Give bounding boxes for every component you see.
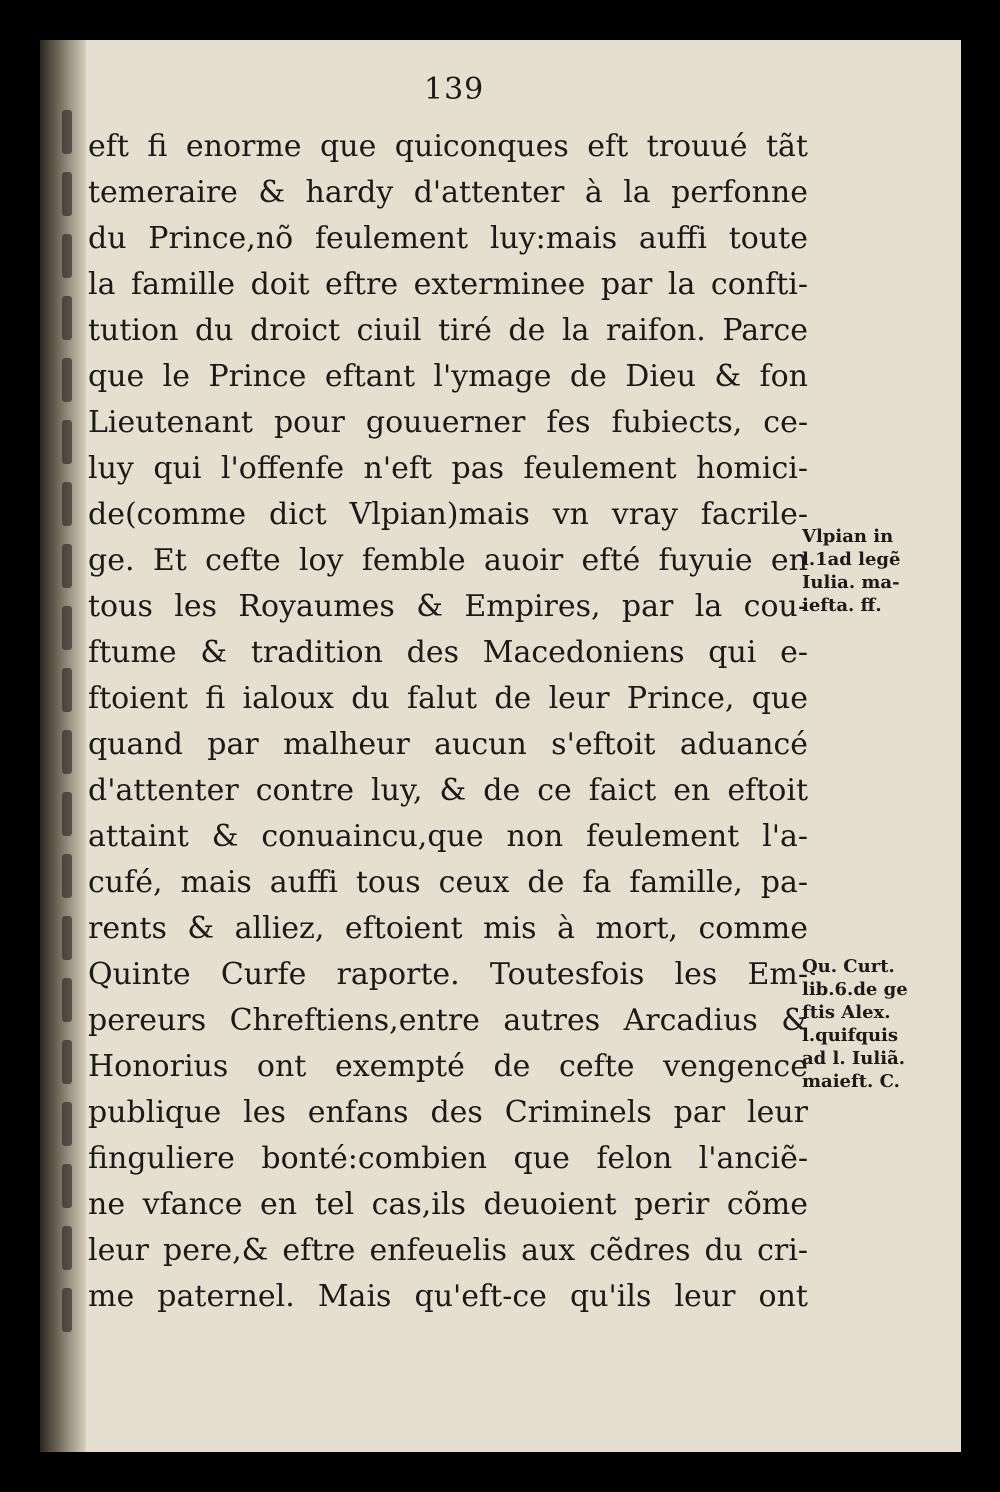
bleed-mark — [62, 172, 72, 216]
text-line: leur pere,& eftre enfeuelis aux cẽdres du cri- — [88, 1233, 808, 1268]
bleed-mark — [62, 792, 72, 836]
bleed-mark — [62, 420, 72, 464]
text-line: quand par malheur aucun s'eftoit aduancé — [88, 727, 808, 762]
marginal-line: l.quifquis — [802, 1025, 899, 1046]
page-number: 139 — [424, 72, 485, 107]
text-line: la famille doit eftre exterminee par la confti- — [88, 267, 808, 302]
marginal-line: l.1ad legẽ — [802, 549, 901, 570]
marginal-line: maieft. C. — [802, 1071, 900, 1092]
bleed-mark — [62, 606, 72, 650]
marginal-line: Vlpian in — [802, 526, 894, 547]
marginal-note-curtius — [802, 955, 926, 1093]
bleed-mark — [62, 1164, 72, 1208]
facing-page-bleed — [48, 110, 78, 1350]
marginal-line: ftis Alex. — [802, 1002, 891, 1023]
text-line: ftoient fi ialoux du falut de leur Prince, que — [88, 681, 808, 716]
bleed-mark — [62, 978, 72, 1022]
text-line: rents & alliez, eftoient mis à mort, comme — [88, 911, 808, 946]
marginal-line: Qu. Curt. — [802, 956, 895, 977]
text-line: Honorius ont exempté de cefte vengence — [88, 1049, 808, 1084]
text-line: que le Prince eftant l'ymage de Dieu & fon — [88, 359, 808, 394]
bleed-mark — [62, 916, 72, 960]
marginal-line: ad l. Iuliã. — [802, 1048, 905, 1069]
text-line: de(comme dict Vlpian)mais vn vray facrile- — [88, 497, 808, 532]
marginal-line: lib.6.de ge — [802, 979, 908, 1000]
binding-gutter — [40, 40, 86, 1452]
text-line: du Prince,nõ feulement luy:mais auffi toute — [88, 221, 808, 256]
text-line: cufé, mais auffi tous ceux de fa famille, pa- — [88, 865, 808, 900]
marginal-line: Iulia. ma- — [802, 572, 900, 593]
text-line: ftume & tradition des Macedoniens qui e- — [88, 635, 808, 670]
text-line: publique les enfans des Criminels par leur — [88, 1095, 808, 1130]
text-line: Lieutenant pour gouuerner fes fubiects, ce- — [88, 405, 808, 440]
text-line: ne vfance en tel cas,ils deuoient perir cõme — [88, 1187, 808, 1222]
text-line: tous les Royaumes & Empires, par la cou- — [88, 589, 808, 624]
bleed-mark — [62, 1040, 72, 1084]
book-page — [40, 40, 961, 1452]
bleed-mark — [62, 1226, 72, 1270]
text-line: finguliere bonté:combien que felon l'anciẽ- — [88, 1141, 808, 1176]
bleed-mark — [62, 668, 72, 712]
text-line: attaint & conuaincu,que non feulement l'a- — [88, 819, 808, 854]
marginal-line: iefta. ff. — [802, 595, 882, 616]
text-line: me paternel. Mais qu'eft-ce qu'ils leur ont — [88, 1279, 808, 1314]
body-text — [88, 124, 808, 1320]
text-line: Quinte Curfe raporte. Toutesfois les Em- — [88, 957, 808, 992]
marginal-note-ulpian — [802, 525, 926, 617]
text-line: eft fi enorme que quiconques eft trouué tãt — [88, 129, 808, 164]
bleed-mark — [62, 544, 72, 588]
bleed-mark — [62, 296, 72, 340]
bleed-mark — [62, 1288, 72, 1332]
bleed-mark — [62, 234, 72, 278]
text-line: tution du droict ciuil tiré de la raifon. Parce — [88, 313, 808, 348]
bleed-mark — [62, 358, 72, 402]
bleed-mark — [62, 730, 72, 774]
bleed-mark — [62, 1102, 72, 1146]
bleed-mark — [62, 482, 72, 526]
bleed-mark — [62, 110, 72, 154]
text-line: temeraire & hardy d'attenter à la perfonne — [88, 175, 808, 210]
bleed-mark — [62, 854, 72, 898]
text-line: d'attenter contre luy, & de ce faict en eftoit — [88, 773, 808, 808]
text-line: ge. Et cefte loy femble auoir efté fuyuie en — [88, 543, 808, 578]
text-line: luy qui l'offenfe n'eft pas feulement homici- — [88, 451, 808, 486]
text-line: pereurs Chreftiens,entre autres Arcadius & — [88, 1003, 808, 1038]
